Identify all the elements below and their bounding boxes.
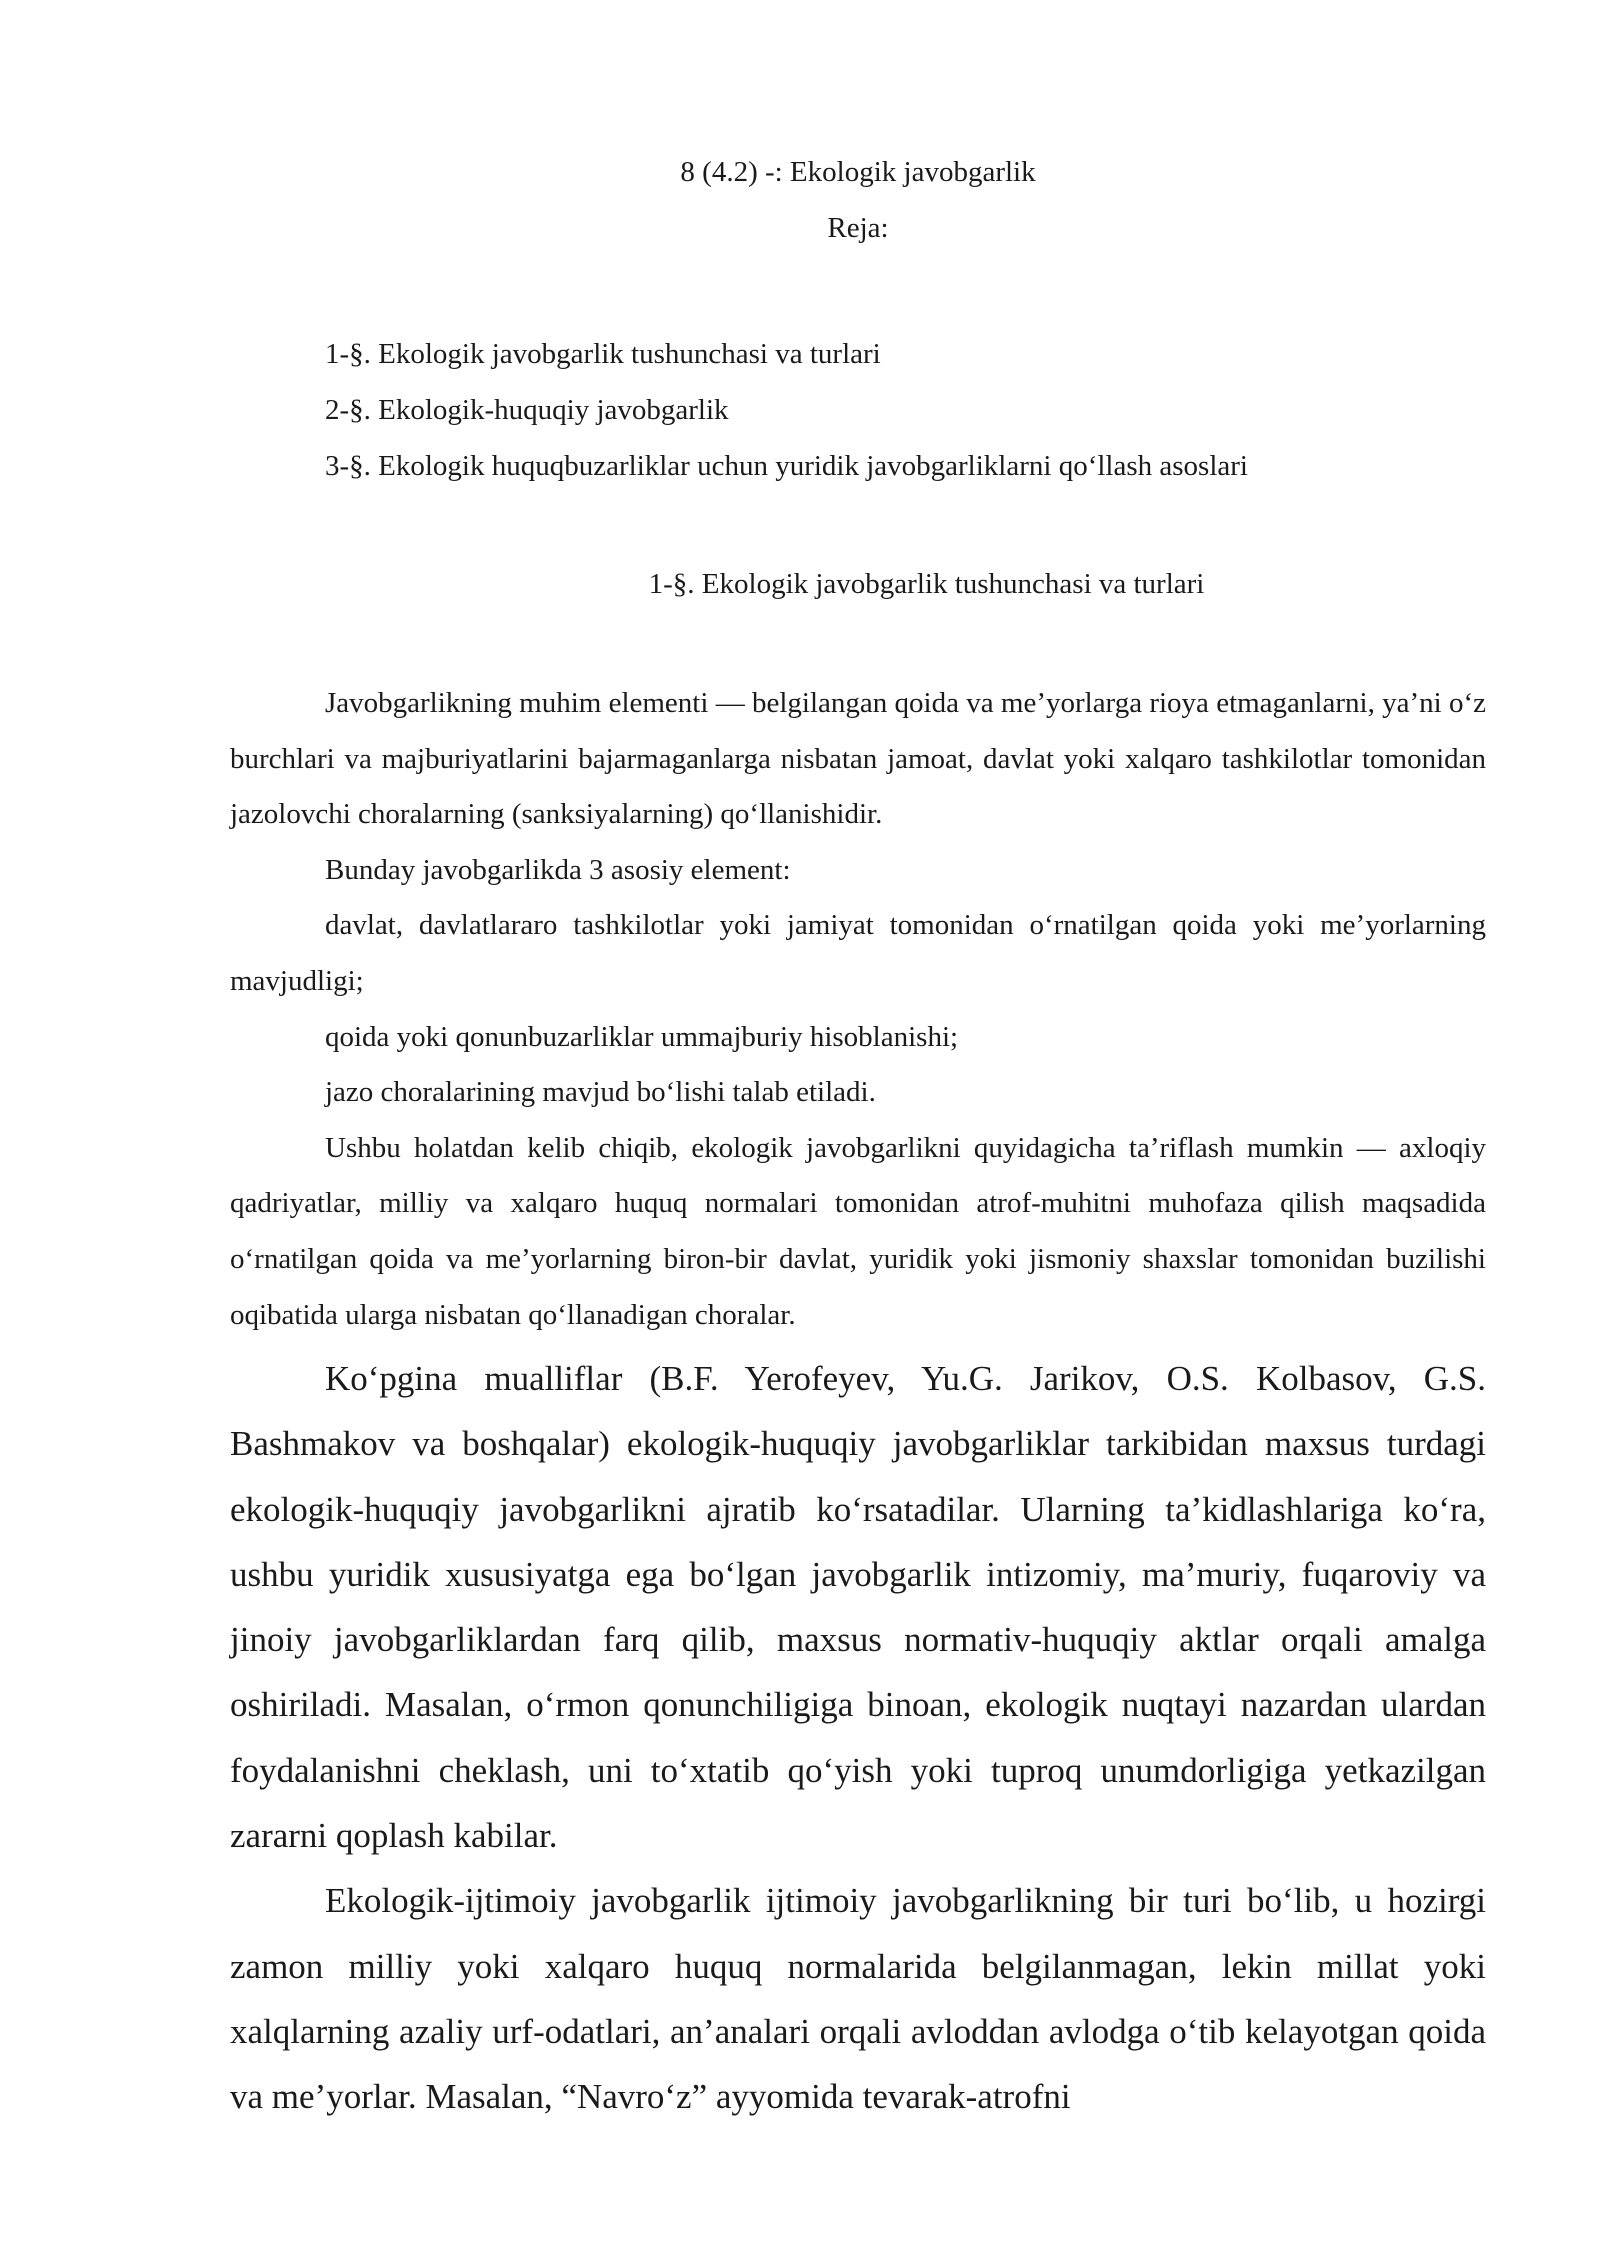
toc-item: 2-§. Ekologik-huquqiy javobgarlik xyxy=(325,394,729,426)
list-item: jazo choralarining mavjud bo‘lishi talab etiladi. xyxy=(325,1076,876,1109)
paragraph: Bunday javobgarlikda 3 asosiy element: xyxy=(325,853,791,886)
paragraph: Javobgarlikning muhim elementi — belgilangan qoida va me’yorlarga rioya etmaganlarni, ya’ni o‘z burchlari va majburiyatlarini bajarmaganlarga nisbatan jamoat, davlat yoki xalqaro tashkilotlar tomonidan jazolovchi choralarning (sanksiyalarning) qo‘llanishidir. xyxy=(230,687,1486,831)
paragraph: Ushbu holatdan kelib chiqib, ekologik javobgarlikni quyidagicha ta’riflash mumkin — axloqiy qadriyatlar, milliy va xalqaro huquq normalari tomonidan atrof-muhitni muhofaza qilish maqsadida o‘rnatilgan qoida va me’yorlarning biron-bir davlat, yuridik yoki jismoniy shaxslar tomonidan buzilishi oqibatida ularga nisbatan qo‘llanadigan choralar. xyxy=(230,1131,1486,1331)
list-item: qoida yoki qonunbuzarliklar ummajburiy hisoblanishi; xyxy=(325,1020,959,1053)
plan-heading: Reja: xyxy=(827,212,889,244)
toc-item: 1-§. Ekologik javobgarlik tushunchasi va turlari xyxy=(325,338,881,370)
section-heading: 1-§. Ekologik javobgarlik tushunchasi va turlari xyxy=(648,568,1205,600)
table-of-contents xyxy=(325,326,1248,494)
body-text-large xyxy=(230,1346,1486,2130)
list-item: davlat, davlatlararo tashkilotlar yoki jamiyat tomonidan o‘rnatilgan qoida yoki me’yorlarning mavjudligi; xyxy=(230,909,1486,997)
toc-item: 3-§. Ekologik huquqbuzarliklar uchun yuridik javobgarliklarni qo‘llash asoslari xyxy=(325,450,1248,482)
page-title: 8 (4.2) -: Ekologik javobgarlik xyxy=(680,156,1036,188)
body-text-small xyxy=(230,676,1486,1343)
paragraph: Ekologik-ijtimoiy javobgarlik ijtimoiy javobgarlikning bir turi bo‘lib, u hozirgi zamon milliy yoki xalqaro huquq normalarida belgilanmagan, lekin millat yoki xalqlarning azaliy urf-odatlari, an’analari orqali avloddan avlodga o‘tib kelayotgan qoida va me’yorlar. Masalan, “Navro‘z” ayyomida tevarak-atrofni xyxy=(230,1881,1486,2117)
paragraph: Ko‘pgina mualliflar (B.F. Yerofeyev, Yu.G. Jarikov, O.S. Kolbasov, G.S. Bashmakov va boshqalar) ekologik-huquqiy javobgarliklar tarkibidan maxsus turdagi ekologik-huquqiy javobgarlikni ajratib ko‘rsatadilar. Ularning ta’kidlashlariga ko‘ra, ushbu yuridik xususiyatga ega bo‘lgan javobgarlik intizomiy, ma’muriy, fuqaroviy va jinoiy javobgarliklardan farq qilib, maxsus normativ-huquqiy aktlar orqali amalga oshiriladi. Masalan, o‘rmon qonunchiligiga binoan, ekologik nuqtayi nazardan ulardan foydalanishni cheklash, uni to‘xtatib qo‘yish yoki tuproq unumdorligiga yetkazilgan zararni qoplash kabilar. xyxy=(230,1359,1486,1856)
